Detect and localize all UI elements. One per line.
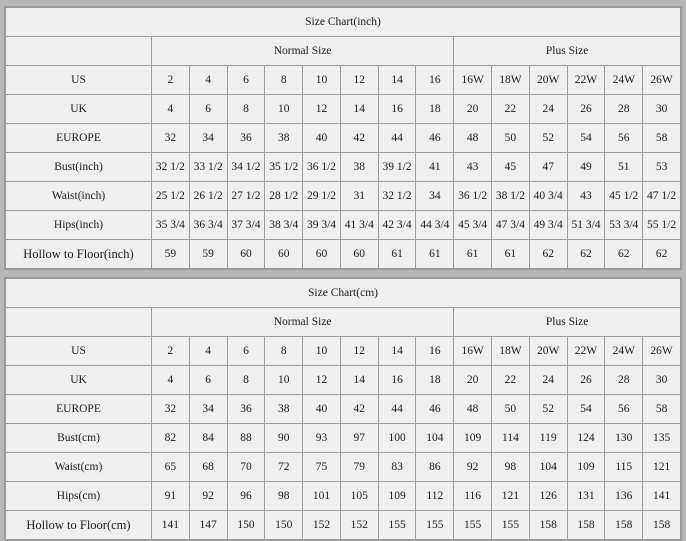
table-cell: 27 1/2 (227, 182, 265, 211)
table-row (6, 66, 681, 95)
table-cell: 124 (567, 424, 605, 453)
table-cell: 83 (378, 453, 416, 482)
table-cell: 37 3/4 (227, 211, 265, 240)
table-cell: 54 (567, 395, 605, 424)
table-cell: 34 1/2 (227, 153, 265, 182)
table-cell: 14 (340, 366, 378, 395)
table-cell: 52 (529, 124, 567, 153)
table-cell: 158 (605, 511, 643, 540)
table-cell: 141 (643, 482, 681, 511)
table-cell: 29 1/2 (303, 182, 341, 211)
table-cell: 32 1/2 (152, 153, 190, 182)
table-cell: 32 (152, 395, 190, 424)
table-cell: 109 (454, 424, 492, 453)
table-row (6, 424, 681, 453)
table-cell: 8 (265, 337, 303, 366)
table-cell: 40 (303, 395, 341, 424)
table-row (6, 482, 681, 511)
table-cell: 36 1/2 (454, 182, 492, 211)
row-label: US (6, 66, 152, 95)
table-cell: 91 (152, 482, 190, 511)
table-cell: 96 (227, 482, 265, 511)
table-cell: 16 (378, 95, 416, 124)
table-cell: 121 (643, 453, 681, 482)
table-cell: 34 (416, 182, 454, 211)
table-cell: 40 (303, 124, 341, 153)
table-cell: 112 (416, 482, 454, 511)
table-row (6, 211, 681, 240)
chart-group-header: Plus Size (454, 308, 681, 337)
table-cell: 35 3/4 (152, 211, 190, 240)
table-cell: 55 1/2 (643, 211, 681, 240)
table-cell: 61 (454, 240, 492, 269)
table-cell: 6 (227, 337, 265, 366)
table-cell: 36 3/4 (189, 211, 227, 240)
table-cell: 4 (189, 66, 227, 95)
table-cell: 114 (492, 424, 530, 453)
row-label: UK (6, 95, 152, 124)
table-cell: 6 (189, 366, 227, 395)
table-cell: 31 (340, 182, 378, 211)
table-cell: 105 (340, 482, 378, 511)
table-cell: 60 (265, 240, 303, 269)
table-row (6, 182, 681, 211)
table-cell: 152 (303, 511, 341, 540)
table-cell: 2 (152, 337, 190, 366)
table-cell: 10 (303, 337, 341, 366)
table-cell: 131 (567, 482, 605, 511)
table-cell: 43 (454, 153, 492, 182)
chart-title-row (6, 279, 681, 308)
table-cell: 147 (189, 511, 227, 540)
table-cell: 35 1/2 (265, 153, 303, 182)
table-cell: 28 1/2 (265, 182, 303, 211)
table-cell: 38 (340, 153, 378, 182)
chart-title-row (6, 8, 681, 37)
table-cell: 97 (340, 424, 378, 453)
row-label: Hips(inch) (6, 211, 152, 240)
table-cell: 39 3/4 (303, 211, 341, 240)
table-row (6, 95, 681, 124)
row-label: Hollow to Floor(cm) (6, 511, 152, 540)
table-cell: 50 (492, 395, 530, 424)
table-cell: 38 (265, 124, 303, 153)
table-cell: 59 (189, 240, 227, 269)
table-cell: 44 (378, 395, 416, 424)
table-cell: 42 (340, 395, 378, 424)
row-label: Bust(inch) (6, 153, 152, 182)
table-cell: 20 (454, 95, 492, 124)
table-cell: 44 3/4 (416, 211, 454, 240)
size-chart-cm (4, 277, 682, 541)
chart-group-row (6, 37, 681, 66)
table-cell: 90 (265, 424, 303, 453)
table-cell: 20W (529, 337, 567, 366)
table-cell: 54 (567, 124, 605, 153)
table-cell: 141 (152, 511, 190, 540)
table-cell: 82 (152, 424, 190, 453)
size-chart-inch-body (6, 8, 681, 269)
table-cell: 150 (227, 511, 265, 540)
table-cell: 45 (492, 153, 530, 182)
table-cell: 61 (378, 240, 416, 269)
table-cell: 8 (265, 66, 303, 95)
table-cell: 88 (227, 424, 265, 453)
table-cell: 24W (605, 66, 643, 95)
table-cell: 48 (454, 124, 492, 153)
table-cell: 16 (378, 366, 416, 395)
table-cell: 38 1/2 (492, 182, 530, 211)
table-cell: 14 (378, 337, 416, 366)
table-cell: 155 (454, 511, 492, 540)
table-cell: 45 1/2 (605, 182, 643, 211)
table-cell: 53 (643, 153, 681, 182)
table-cell: 43 (567, 182, 605, 211)
table-cell: 58 (643, 395, 681, 424)
table-cell: 158 (529, 511, 567, 540)
table-cell: 6 (227, 66, 265, 95)
table-cell: 25 1/2 (152, 182, 190, 211)
table-row (6, 153, 681, 182)
table-cell: 45 3/4 (454, 211, 492, 240)
table-cell: 42 (340, 124, 378, 153)
table-cell: 26 (567, 95, 605, 124)
table-cell: 48 (454, 395, 492, 424)
table-cell: 53 3/4 (605, 211, 643, 240)
table-cell: 10 (265, 366, 303, 395)
row-label: Waist(cm) (6, 453, 152, 482)
chart-group-header: Plus Size (454, 37, 681, 66)
table-cell: 59 (152, 240, 190, 269)
table-cell: 20W (529, 66, 567, 95)
table-cell: 79 (340, 453, 378, 482)
table-cell: 14 (378, 66, 416, 95)
table-cell: 109 (567, 453, 605, 482)
table-cell: 150 (265, 511, 303, 540)
table-cell: 50 (492, 124, 530, 153)
table-cell: 47 (529, 153, 567, 182)
table-cell: 115 (605, 453, 643, 482)
table-cell: 40 3/4 (529, 182, 567, 211)
table-cell: 22 (492, 95, 530, 124)
table-cell: 24 (529, 366, 567, 395)
table-cell: 126 (529, 482, 567, 511)
table-cell: 42 3/4 (378, 211, 416, 240)
table-cell: 65 (152, 453, 190, 482)
table-cell: 155 (378, 511, 416, 540)
table-cell: 155 (416, 511, 454, 540)
table-cell: 36 (227, 395, 265, 424)
table-cell: 49 (567, 153, 605, 182)
table-cell: 16 (416, 66, 454, 95)
table-cell: 4 (152, 366, 190, 395)
table-cell: 12 (340, 66, 378, 95)
table-cell: 38 3/4 (265, 211, 303, 240)
table-cell: 18W (492, 66, 530, 95)
table-cell: 49 3/4 (529, 211, 567, 240)
table-cell: 62 (643, 240, 681, 269)
table-cell: 6 (189, 95, 227, 124)
table-cell: 136 (605, 482, 643, 511)
table-cell: 26W (643, 337, 681, 366)
row-label: UK (6, 366, 152, 395)
table-cell: 62 (529, 240, 567, 269)
table-cell: 24 (529, 95, 567, 124)
table-cell: 60 (227, 240, 265, 269)
table-cell: 18W (492, 337, 530, 366)
table-cell: 75 (303, 453, 341, 482)
table-cell: 158 (643, 511, 681, 540)
chart-title: Size Chart(cm) (6, 279, 681, 308)
table-cell: 8 (227, 95, 265, 124)
table-cell: 155 (492, 511, 530, 540)
size-chart-inch-table (5, 7, 681, 269)
table-cell: 70 (227, 453, 265, 482)
table-row (6, 453, 681, 482)
table-cell: 26 1/2 (189, 182, 227, 211)
table-cell: 44 (378, 124, 416, 153)
table-row (6, 337, 681, 366)
table-cell: 62 (567, 240, 605, 269)
table-cell: 28 (605, 95, 643, 124)
table-cell: 32 1/2 (378, 182, 416, 211)
table-row (6, 366, 681, 395)
table-cell: 135 (643, 424, 681, 453)
table-cell: 72 (265, 453, 303, 482)
table-cell: 12 (303, 366, 341, 395)
table-cell: 28 (605, 366, 643, 395)
table-cell: 62 (605, 240, 643, 269)
table-cell: 18 (416, 95, 454, 124)
table-cell: 22W (567, 66, 605, 95)
row-label: EUROPE (6, 124, 152, 153)
table-cell: 51 (605, 153, 643, 182)
table-cell: 93 (303, 424, 341, 453)
table-cell: 60 (303, 240, 341, 269)
table-cell: 100 (378, 424, 416, 453)
table-cell: 26W (643, 66, 681, 95)
table-cell: 10 (303, 66, 341, 95)
table-cell: 34 (189, 395, 227, 424)
table-cell: 51 3/4 (567, 211, 605, 240)
chart-corner-cell (6, 37, 152, 66)
table-cell: 46 (416, 124, 454, 153)
size-chart-inch (4, 6, 682, 270)
row-label: US (6, 337, 152, 366)
chart-group-row (6, 308, 681, 337)
table-cell: 101 (303, 482, 341, 511)
table-cell: 4 (189, 337, 227, 366)
table-cell: 92 (454, 453, 492, 482)
table-cell: 56 (605, 124, 643, 153)
table-cell: 52 (529, 395, 567, 424)
table-cell: 4 (152, 95, 190, 124)
table-cell: 109 (378, 482, 416, 511)
table-cell: 12 (303, 95, 341, 124)
table-row (6, 240, 681, 269)
table-cell: 158 (567, 511, 605, 540)
table-cell: 58 (643, 124, 681, 153)
table-cell: 14 (340, 95, 378, 124)
table-cell: 47 1/2 (643, 182, 681, 211)
table-cell: 46 (416, 395, 454, 424)
table-cell: 61 (492, 240, 530, 269)
table-cell: 2 (152, 66, 190, 95)
table-cell: 30 (643, 366, 681, 395)
table-cell: 39 1/2 (378, 153, 416, 182)
size-chart-cm-table (5, 278, 681, 540)
table-row (6, 511, 681, 540)
row-label: EUROPE (6, 395, 152, 424)
table-cell: 84 (189, 424, 227, 453)
chart-group-header: Normal Size (152, 308, 454, 337)
table-cell: 18 (416, 366, 454, 395)
table-cell: 34 (189, 124, 227, 153)
size-chart-cm-body (6, 279, 681, 540)
table-cell: 61 (416, 240, 454, 269)
row-label: Hollow to Floor(inch) (6, 240, 152, 269)
table-cell: 41 (416, 153, 454, 182)
table-cell: 92 (189, 482, 227, 511)
table-cell: 10 (265, 95, 303, 124)
table-row (6, 124, 681, 153)
row-label: Waist(inch) (6, 182, 152, 211)
table-cell: 38 (265, 395, 303, 424)
table-cell: 16W (454, 337, 492, 366)
chart-title: Size Chart(inch) (6, 8, 681, 37)
table-row (6, 395, 681, 424)
table-cell: 130 (605, 424, 643, 453)
table-cell: 56 (605, 395, 643, 424)
table-cell: 22 (492, 366, 530, 395)
row-label: Hips(cm) (6, 482, 152, 511)
table-cell: 41 3/4 (340, 211, 378, 240)
table-cell: 119 (529, 424, 567, 453)
table-cell: 8 (227, 366, 265, 395)
table-cell: 98 (492, 453, 530, 482)
table-cell: 98 (265, 482, 303, 511)
table-cell: 121 (492, 482, 530, 511)
table-cell: 12 (340, 337, 378, 366)
table-cell: 22W (567, 337, 605, 366)
table-cell: 86 (416, 453, 454, 482)
table-cell: 24W (605, 337, 643, 366)
table-cell: 104 (529, 453, 567, 482)
chart-corner-cell (6, 308, 152, 337)
table-cell: 60 (340, 240, 378, 269)
chart-group-header: Normal Size (152, 37, 454, 66)
table-cell: 116 (454, 482, 492, 511)
table-cell: 26 (567, 366, 605, 395)
table-cell: 36 1/2 (303, 153, 341, 182)
row-label: Bust(cm) (6, 424, 152, 453)
table-cell: 47 3/4 (492, 211, 530, 240)
table-cell: 16 (416, 337, 454, 366)
table-cell: 104 (416, 424, 454, 453)
table-cell: 36 (227, 124, 265, 153)
table-cell: 68 (189, 453, 227, 482)
table-cell: 152 (340, 511, 378, 540)
table-cell: 33 1/2 (189, 153, 227, 182)
table-cell: 32 (152, 124, 190, 153)
table-cell: 30 (643, 95, 681, 124)
table-cell: 16W (454, 66, 492, 95)
table-cell: 20 (454, 366, 492, 395)
